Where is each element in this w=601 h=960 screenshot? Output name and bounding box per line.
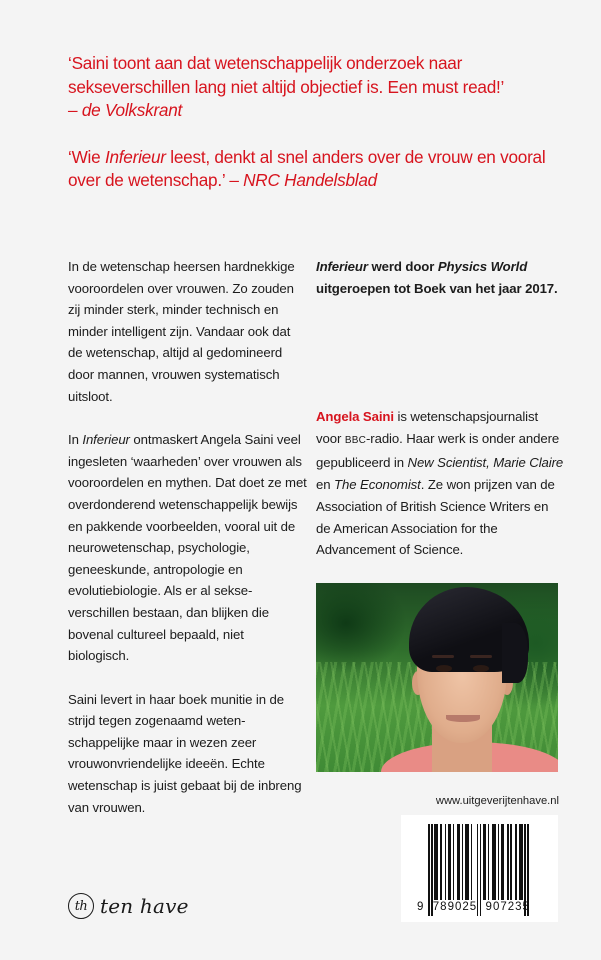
publication-name: New Scientist, [407,454,490,470]
quote-volkskrant [68,52,568,123]
blurb-paragraph-2 [68,429,308,667]
photo-hair [502,623,528,683]
blurb-text: ontmaskert Angela Saini veel ingesleten ‘waarheden’ over vrouwen als vooroordelen en mythen. Dat doet ze met overdonderend wetenschappelijk bewijs en pakkende voorbeelden, vooral uit de neurowetenschap, psychologie, geneeskunde, antropologie en evolutiebiologie. Als er al sekseverschillen bestaan, dan blijken die bovenal cultureel bepaald, niet biologisch. [68,432,307,664]
photo-brow [432,655,454,658]
photo-brow [470,655,492,658]
quote-text: ‘Saini toont aan dat wetenschappelijk onderzoek naar sekseverschillen lang niet altijd objectief is. Een must read!’ [68,53,505,97]
publication-name: Marie Claire [493,454,564,470]
magazine-name: Physics World [437,259,528,274]
author-bio [316,406,566,561]
bbc-smallcaps: BBC [344,434,366,446]
publisher-website[interactable]: www.uitgeverijtenhave.nl [435,795,559,807]
blurb-paragraph-3: Saini levert in haar boek munitie in de strijd tegen zogenaamd wetenschappelijke maar in wezen zeer vrouwonvriendelijke ideeën. Echte wetenschap is juist gebaat bij de inbreng van vrouwen. [68,691,302,815]
book-blurb [68,256,308,840]
photo-eye [473,665,489,672]
photo-eye [436,665,452,672]
review-quotes [68,52,568,216]
quote-text: leest, denkt al snel anders over de vrouw en vooral over de wetenschap.’ [68,146,546,190]
quote-source: – NRC Handelsblad [229,170,377,190]
bio-text: en [316,476,335,492]
bio-text: -radio. Haar werk is onder andere gepubliceerd in [316,430,560,470]
award-text-part: uitgeroepen tot Boek van het jaar 2017. [316,280,558,296]
bio-text: is wetenschapsjournalist voor [316,409,539,446]
isbn-digits: 9 789025 907235 [417,901,530,913]
isbn-barcode [401,815,558,922]
photo-mouth [446,715,480,722]
publisher-logo [68,893,189,919]
quote-text: ‘Wie [68,146,105,167]
book-title: Inferieur [82,432,130,448]
book-title: Inferieur [104,146,166,167]
award-text [316,256,566,299]
quote-nrc [68,146,568,193]
award-note [316,256,566,299]
author-name: Angela Saini [316,409,394,424]
author-photo [316,583,558,772]
award-text-part: werd door [367,259,438,274]
th-logo-icon: th [68,893,94,919]
blurb-text: In [68,432,83,448]
bio-text: . Ze won prijzen van de Association of British Science Writers en de American Association for the Advancement of Science. [316,476,555,558]
publisher-name: ten have [100,894,189,918]
quote-source: – de Volkskrant [68,100,183,120]
book-title: Inferieur [316,259,368,274]
publication-name: The Economist [334,476,421,492]
blurb-paragraph-1: In de wetenschap heersen hardnekkige vooroordelen over vrouwen. Zo zouden zij minder sterk, minder technisch en minder intelligent zijn. Vandaar ook dat de wetenschap, altijd al gedomineerd door mannen, vrouwen systematisch uitsloot. [68,259,295,404]
